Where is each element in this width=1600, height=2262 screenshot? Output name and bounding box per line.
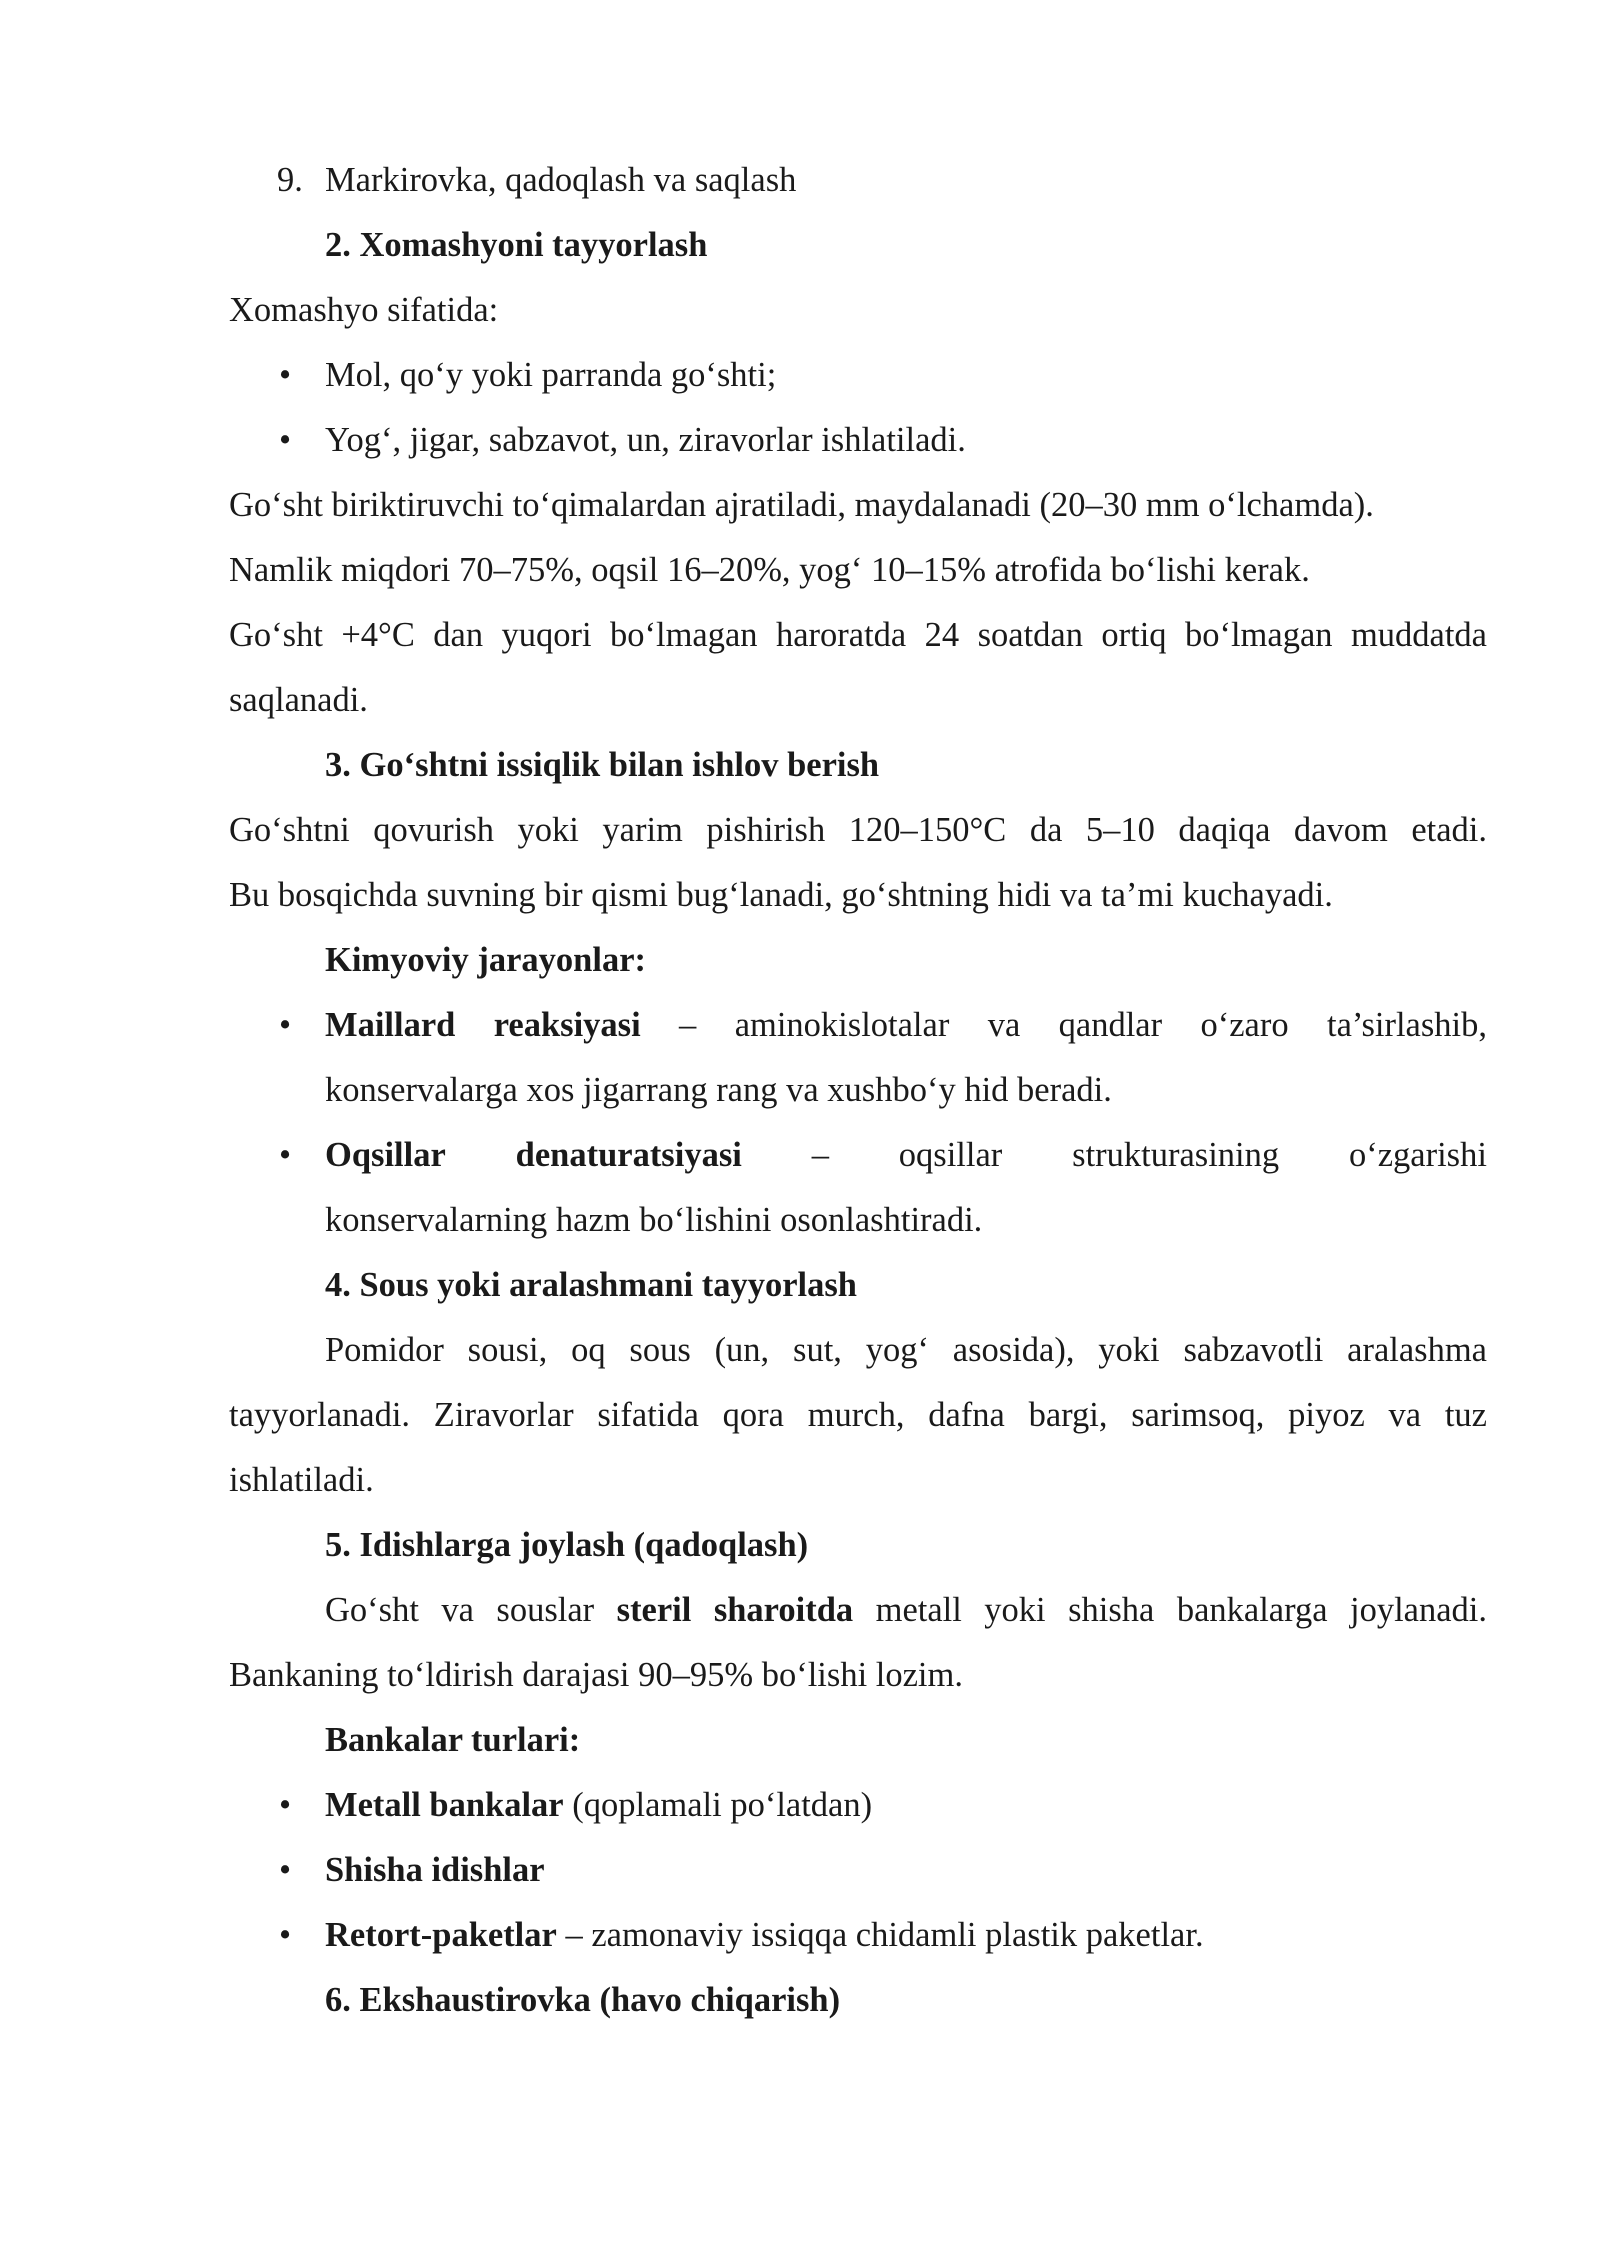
paragraph-line: Go‘shtni qovurish yoki yarim pishirish 120–150°C da 5–10 daqiqa davom etadi. xyxy=(229,811,1487,849)
bullet-icon: • xyxy=(279,1006,292,1044)
term-bold: Maillard reaksiyasi xyxy=(325,1006,641,1044)
term-word: oqsillar xyxy=(898,1136,1003,1174)
item-text: Markirovka, qadoqlash va saqlash xyxy=(325,161,797,199)
bullet-icon: • xyxy=(279,1916,292,1954)
term-rest: – zamonaviy issiqqa chidamli plastik paketlar. xyxy=(556,1916,1204,1954)
term-bold: Shisha idishlar xyxy=(325,1851,545,1889)
bullet-icon: • xyxy=(279,1786,292,1824)
term-bold: Metall bankalar xyxy=(325,1786,564,1824)
term-definition: – aminokislotalar va qandlar o‘zaro ta’sirlashib, xyxy=(640,1006,1487,1044)
paragraph-line: saqlanadi. xyxy=(229,681,368,719)
paragraph-line: tayyorlanadi. Ziravorlar sifatida qora murch, dafna bargi, sarimsoq, piyoz va tuz xyxy=(229,1396,1487,1434)
section-heading-3: 3. Go‘shtni issiqlik bilan ishlov berish xyxy=(325,746,880,784)
text-run-bold: steril sharoitda xyxy=(616,1591,854,1629)
term-word: – xyxy=(811,1136,829,1174)
paragraph-line: Bankaning to‘ldirish darajasi 90–95% bo‘lishi lozim. xyxy=(229,1656,963,1694)
list-item-line xyxy=(325,1123,1487,1188)
list-item-text: Yog‘, jigar, sabzavot, un, ziravorlar ishlatiladi. xyxy=(325,421,966,459)
section-heading-6: 6. Ekshaustirovka (havo chiqarish) xyxy=(325,1981,841,2019)
item-number: 9. xyxy=(277,161,303,199)
list-item xyxy=(229,1773,1487,1838)
bullet-icon: • xyxy=(279,356,292,394)
list-item xyxy=(229,1123,1487,1188)
text-run: metall yoki shisha bankalarga joylanadi. xyxy=(853,1591,1488,1629)
list-item xyxy=(229,343,1487,408)
subheading-chemical-processes: Kimyoviy jarayonlar: xyxy=(325,941,646,979)
paragraph-line: ishlatiladi. xyxy=(229,1461,374,1499)
subheading-jar-types: Bankalar turlari: xyxy=(325,1721,581,1759)
list-item-text xyxy=(325,1773,1487,1838)
bullet-icon: • xyxy=(279,421,292,459)
term-word: o‘zgarishi xyxy=(1348,1136,1487,1174)
list-item-continuation: konservalarning hazm bo‘lishini osonlashtiradi. xyxy=(325,1201,983,1239)
paragraph-line: Bu bosqichda suvning bir qismi bug‘lanadi, go‘shtning hidi va ta’mi kuchayadi. xyxy=(229,876,1333,914)
paragraph-line: Pomidor sousi, oq sous (un, sut, yog‘ asosida), yoki sabzavotli aralashma xyxy=(325,1331,1487,1369)
list-item-text xyxy=(325,1838,1487,1903)
paragraph-intro: Xomashyo sifatida: xyxy=(229,291,499,329)
text-run: Go‘sht va souslar xyxy=(325,1591,617,1629)
list-item xyxy=(229,993,1487,1058)
list-item-line xyxy=(325,993,1487,1058)
document-page xyxy=(229,148,1487,2033)
paragraph-line xyxy=(229,1578,1487,1643)
term-bold-word: denaturatsiyasi xyxy=(515,1136,742,1174)
list-item xyxy=(229,1903,1487,1968)
list-item-continuation: konservalarga xos jigarrang rang va xushbo‘y hid beradi. xyxy=(325,1071,1112,1109)
paragraph-line: Namlik miqdori 70–75%, oqsil 16–20%, yog‘ 10–15% atrofida bo‘lishi kerak. xyxy=(229,551,1310,589)
term-bold-word: Oqsillar xyxy=(325,1136,446,1174)
section-heading-4: 4. Sous yoki aralashmani tayyorlash xyxy=(325,1266,857,1304)
paragraph-line: Go‘sht biriktiruvchi to‘qimalardan ajratiladi, maydalanadi (20–30 mm o‘lchamda). xyxy=(229,486,1374,524)
term-bold: Retort-paketlar xyxy=(325,1916,557,1954)
bullet-icon: • xyxy=(279,1136,292,1174)
list-item xyxy=(229,1838,1487,1903)
numbered-item-9 xyxy=(229,148,1487,213)
paragraph-line: Go‘sht +4°C dan yuqori bo‘lmagan haroratda 24 soatdan ortiq bo‘lmagan muddatda xyxy=(229,616,1487,654)
section-heading-5: 5. Idishlarga joylash (qadoqlash) xyxy=(325,1526,809,1564)
list-item xyxy=(229,408,1487,473)
term-rest: (qoplamali po‘latdan) xyxy=(563,1786,873,1824)
list-item-text xyxy=(325,1903,1487,1968)
term-word: strukturasining xyxy=(1072,1136,1280,1174)
section-heading-2: 2. Xomashyoni tayyorlash xyxy=(325,226,708,264)
list-item-text: Mol, qo‘y yoki parranda go‘shti; xyxy=(325,356,777,394)
bullet-icon: • xyxy=(279,1851,292,1889)
